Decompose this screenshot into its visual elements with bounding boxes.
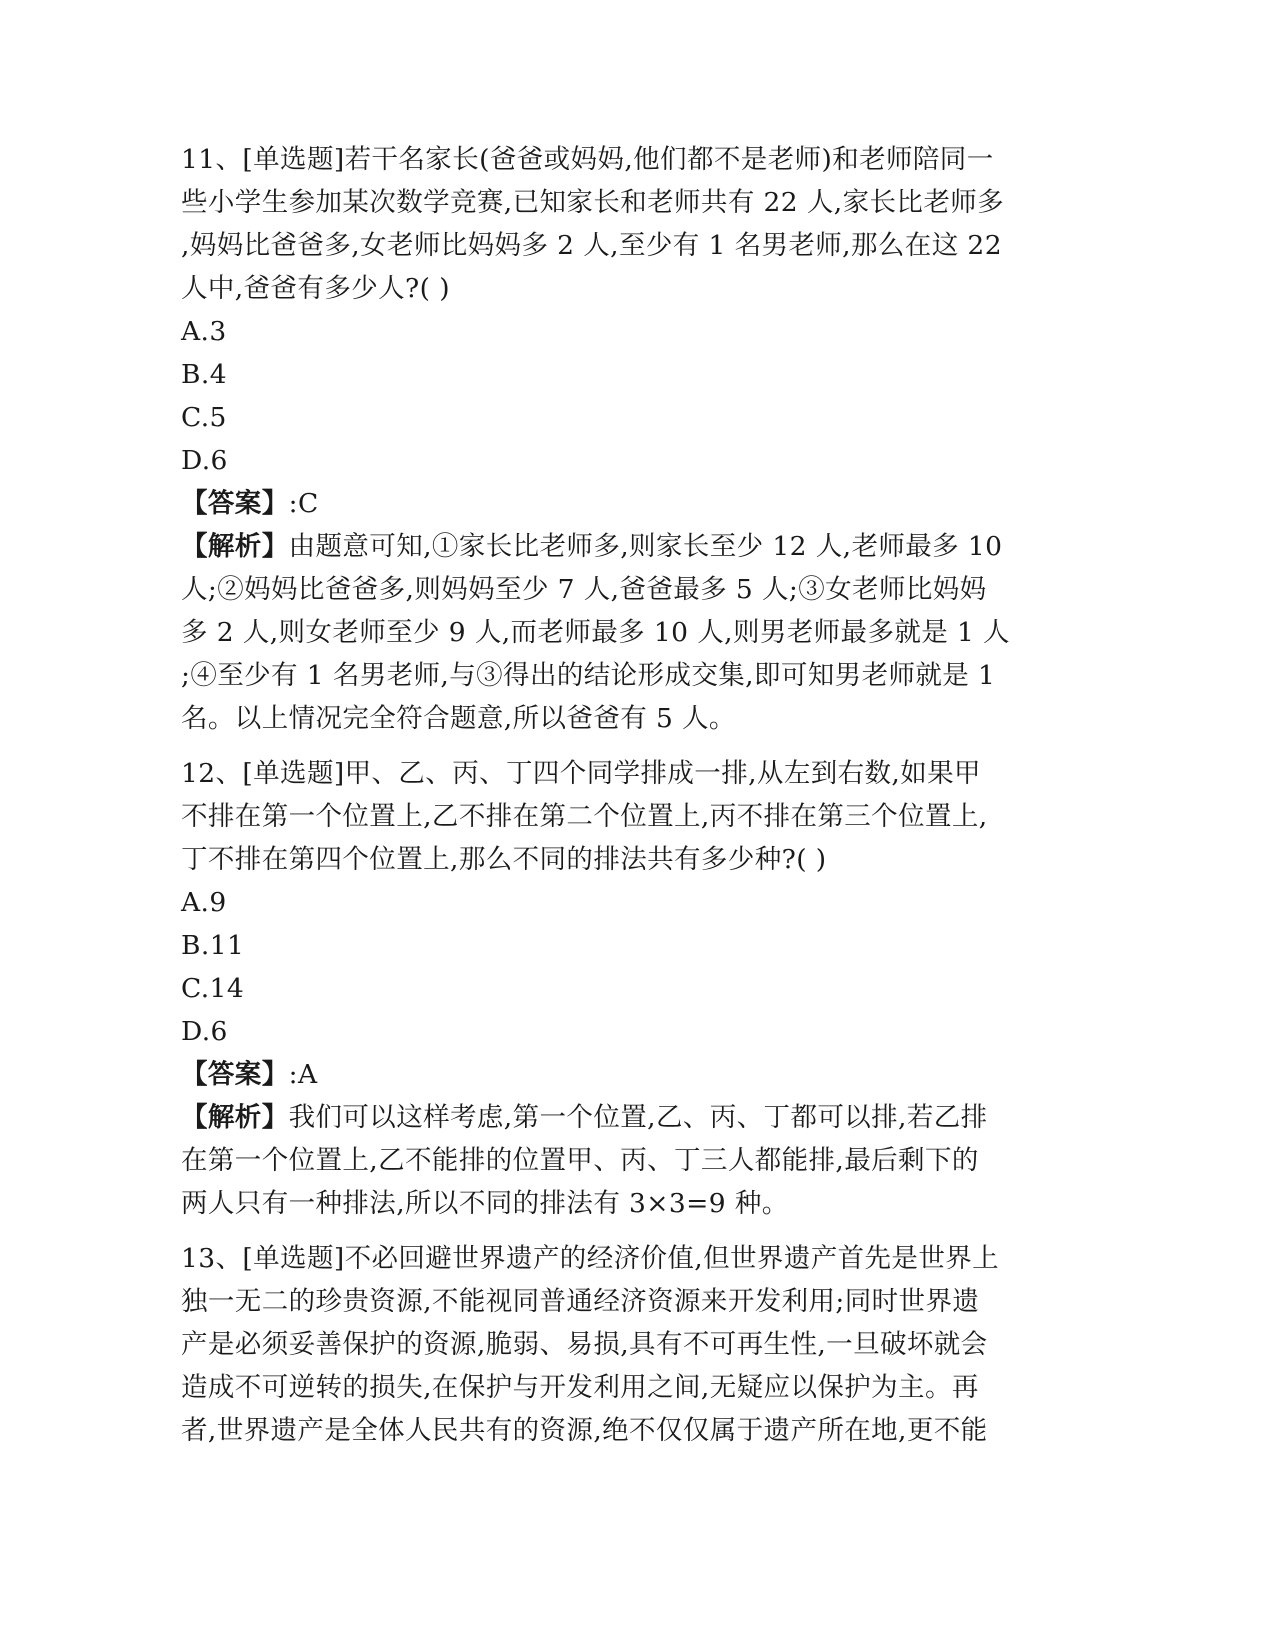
question-stem-line: 11、[单选题]若干名家长(爸爸或妈妈,他们都不是老师)和老师陪同一 xyxy=(181,144,994,175)
analysis-text: 我们可以这样考虑,第一个位置,乙、丙、丁都可以排,若乙排 xyxy=(288,1102,988,1133)
answer-line xyxy=(181,482,1061,525)
question-13 xyxy=(181,1237,1061,1452)
question-12 xyxy=(181,752,1061,1225)
question-stem-line: 13、[单选题]不必回避世界遗产的经济价值,但世界遗产首先是世界上 xyxy=(181,1243,1000,1274)
analysis-line xyxy=(181,1096,1061,1139)
spacer xyxy=(181,1225,1061,1237)
analysis-line: 在第一个位置上,乙不能排的位置甲、丙、丁三人都能排,最后剩下的 xyxy=(181,1145,979,1176)
analysis-line: 多 2 人,则女老师至少 9 人,而老师最多 10 人,则男老师最多就是 1 人 xyxy=(181,617,1010,648)
option-b: B.4 xyxy=(181,359,227,390)
analysis-line: 两人只有一种排法,所以不同的排法有 3×3=9 种。 xyxy=(181,1188,789,1219)
option-a: A.9 xyxy=(181,887,227,918)
question-stem-line: 产是必须妥善保护的资源,脆弱、易损,具有不可再生性,一旦破坏就会 xyxy=(181,1329,988,1360)
analysis-text: 由题意可知,①家长比老师多,则家长至少 12 人,老师最多 10 xyxy=(288,531,1003,562)
question-stem-line: 人中,爸爸有多少人?( ) xyxy=(181,273,450,304)
question-stem-line: 12、[单选题]甲、乙、丙、丁四个同学排成一排,从左到右数,如果甲 xyxy=(181,758,981,789)
spacer xyxy=(181,740,1061,752)
option-d: D.6 xyxy=(181,445,228,476)
answer-line xyxy=(181,1053,1061,1096)
option-a: A.3 xyxy=(181,316,227,347)
option-d: D.6 xyxy=(181,1016,228,1047)
question-stem-line: 独一无二的珍贵资源,不能视同普通经济资源来开发利用;同时世界遗 xyxy=(181,1286,980,1317)
option-b: B.11 xyxy=(181,930,245,961)
question-stem-line: ,妈妈比爸爸多,女老师比妈妈多 2 人,至少有 1 名男老师,那么在这 22 xyxy=(181,230,1002,261)
question-stem-line: 造成不可逆转的损失,在保护与开发利用之间,无疑应以保护为主。再 xyxy=(181,1372,979,1403)
analysis-tag: 【解析】 xyxy=(181,531,289,562)
question-stem-line: 些小学生参加某次数学竞赛,已知家长和老师共有 22 人,家长比老师多 xyxy=(181,187,1005,218)
question-11 xyxy=(181,138,1061,740)
analysis-line: ;④至少有 1 名男老师,与③得出的结论形成交集,即可知男老师就是 1 xyxy=(181,660,996,691)
question-stem-line: 丁不排在第四个位置上,那么不同的排法共有多少种?( ) xyxy=(181,844,827,875)
answer-tag: 【答案】 xyxy=(181,1059,289,1090)
analysis-line: 名。以上情况完全符合题意,所以爸爸有 5 人。 xyxy=(181,703,736,734)
analysis-line xyxy=(181,525,1061,568)
question-stem-line: 者,世界遗产是全体人民共有的资源,绝不仅仅属于遗产所在地,更不能 xyxy=(181,1415,988,1446)
question-stem-line: 不排在第一个位置上,乙不排在第二个位置上,丙不排在第三个位置上, xyxy=(181,801,988,832)
analysis-tag: 【解析】 xyxy=(181,1102,289,1133)
analysis-line: 人;②妈妈比爸爸多,则妈妈至少 7 人,爸爸最多 5 人;③女老师比妈妈 xyxy=(181,574,987,605)
answer-value: :A xyxy=(288,1059,318,1090)
answer-value: :C xyxy=(288,488,319,519)
option-c: C.14 xyxy=(181,973,245,1004)
answer-tag: 【答案】 xyxy=(181,488,289,519)
option-c: C.5 xyxy=(181,402,227,433)
document-page xyxy=(181,138,1061,1452)
